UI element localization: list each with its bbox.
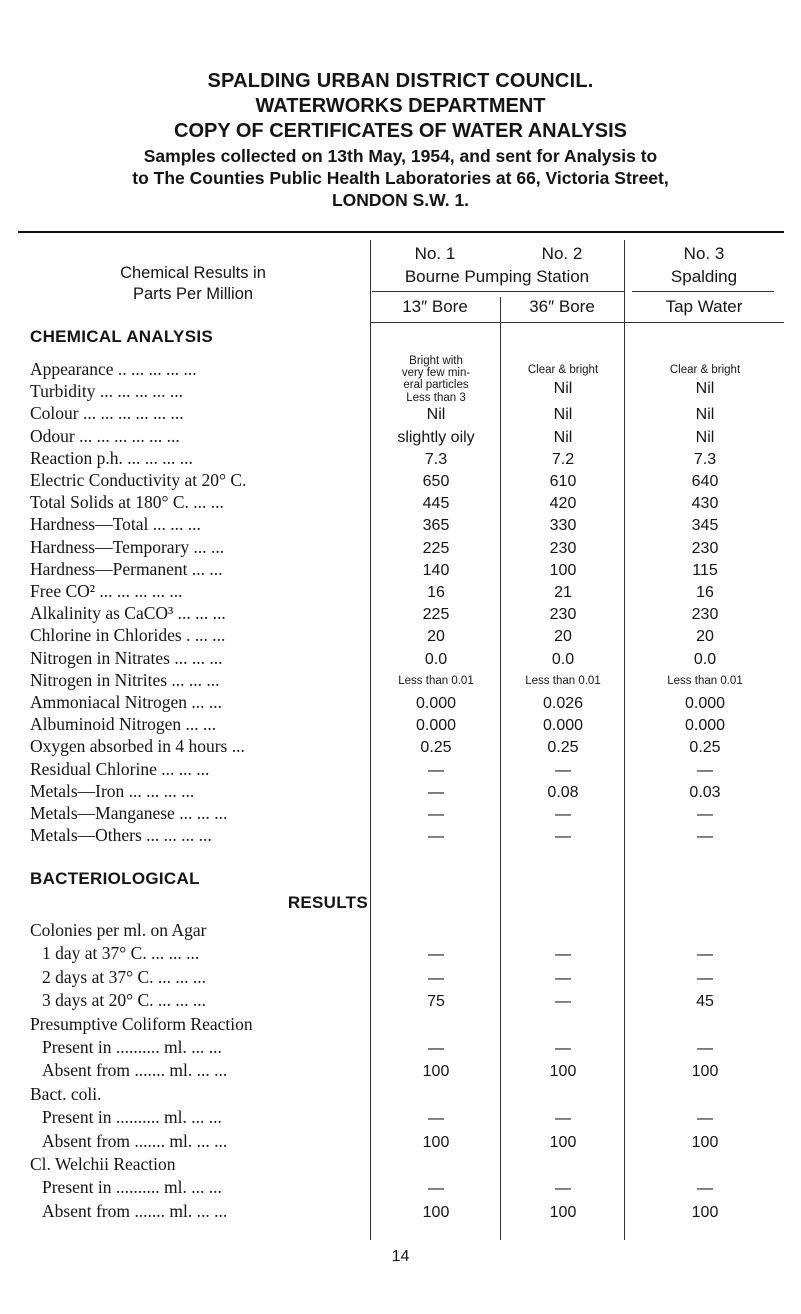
bact-value-v1: —: [428, 946, 444, 964]
bact-value-v2: 100: [549, 1133, 577, 1151]
group-spalding: Spalding: [670, 267, 738, 286]
chem-value-v3: —: [697, 761, 713, 779]
bact-row-label: Presumptive Coliform Reaction: [30, 1013, 253, 1034]
chem-value-v3: 16: [696, 584, 714, 601]
chem-row-label: Nitrogen in Nitrites ... ... ...: [30, 669, 220, 690]
bact-row-label: Present in .......... ml. ... ...: [42, 1037, 222, 1057]
corner-label-1: Chemical Results in: [120, 264, 266, 282]
chem-row-label: Colour ... ... ... ... ... ...: [30, 403, 184, 424]
chem-value-v1: —: [428, 761, 444, 779]
chem-value-v2: Less than 0.01: [525, 674, 601, 687]
chem-value-v3: —: [697, 806, 713, 823]
bact-value-v2: —: [555, 1040, 571, 1057]
chem-value-v1: slightly oily: [397, 428, 475, 446]
col2-left-line: [500, 297, 501, 1240]
bact-row-label: 2 days at 37° C. ... ... ...: [42, 966, 207, 987]
table-top-rule: [18, 231, 784, 233]
bact-row-label: Absent from ....... ml. ... ...: [42, 1060, 228, 1081]
bact-value-v1: 100: [422, 1063, 450, 1081]
chem-row-label: Metals—Iron ... ... ... ...: [30, 780, 195, 801]
chem-value-v1: 16: [427, 584, 445, 601]
bact-value-v2: 100: [549, 1203, 577, 1221]
chem-row-label: Total Solids at 180° C. ... ...: [30, 492, 224, 513]
intro-line-2: to The Counties Public Health Laboratories at 66, Victoria Street,: [132, 168, 669, 188]
chem-row-label: Hardness—Temporary ... ...: [30, 536, 225, 557]
page-number: 14: [391, 1248, 410, 1265]
chem-value-v2: 230: [549, 606, 577, 624]
chem-value-v2: 0.08: [547, 783, 579, 801]
bact-value-v2: 100: [549, 1063, 577, 1081]
col2-subheading: 36″ Bore: [529, 297, 595, 316]
chem-value-v2: Nil: [553, 406, 573, 424]
chem-value-v1: 650: [422, 473, 450, 490]
chem-value-v2: 420: [549, 495, 577, 513]
chem-value-v3: Clear & bright: [669, 364, 741, 376]
bact-value-v2: —: [555, 993, 571, 1011]
bact-value-v3: 100: [691, 1063, 719, 1081]
bact-row-label: Absent from ....... ml. ... ...: [42, 1130, 228, 1151]
bact-value-v1: —: [428, 1040, 444, 1057]
chem-value-v2: 0.25: [547, 739, 579, 757]
chem-value-v3: 7.3: [693, 450, 717, 468]
department-heading: WATERWORKS DEPARTMENT: [255, 95, 546, 117]
bact-row-label: 1 day at 37° C. ... ... ...: [42, 943, 200, 964]
chem-value-v1: 445: [422, 495, 450, 513]
appearance-col1-l3: eral particles: [403, 379, 469, 391]
bact-value-v3: 100: [691, 1133, 719, 1151]
chem-row-label: Turbidity ... ... ... ... ...: [30, 381, 183, 402]
bact-value-v2: —: [555, 1110, 571, 1128]
intro-line-3: LONDON S.W. 1.: [331, 190, 470, 210]
chem-value-v1: Nil: [426, 406, 446, 424]
bact-value-v3: —: [697, 1110, 713, 1128]
chem-value-v1: 0.000: [415, 717, 457, 735]
chem-value-v3: 640: [691, 473, 719, 490]
chem-row-label: Odour ... ... ... ... ... ...: [30, 425, 180, 446]
chem-value-v1: 20: [427, 628, 445, 646]
chem-value-v2: Clear & bright: [527, 364, 599, 376]
bact-value-v3: —: [697, 969, 713, 987]
chem-value-v2: 0.0: [551, 650, 575, 668]
chem-value-v1: —: [428, 828, 444, 846]
chem-row-label: Oxygen absorbed in 4 hours ...: [30, 736, 245, 757]
intro-line-1: Samples collected on 13th May, 1954, and sent for Analysis to: [143, 146, 658, 166]
chem-row-label: Reaction p.h. ... ... ... ...: [30, 447, 193, 468]
col3-left-line: [624, 240, 625, 1240]
col1-number: No. 1: [414, 244, 456, 263]
chem-value-v2: 0.026: [542, 695, 584, 712]
bact-value-v1: —: [428, 1180, 444, 1198]
chem-value-v2: —: [555, 761, 571, 779]
col1-subheading: 13″ Bore: [402, 297, 468, 316]
chem-value-v1: 0.0: [424, 650, 448, 668]
bact-value-v1: 100: [422, 1203, 450, 1221]
council-heading: SPALDING URBAN DISTRICT COUNCIL.: [207, 70, 594, 92]
bact-value-v2: —: [555, 946, 571, 964]
section-bacteriological-results: RESULTS: [287, 893, 368, 912]
chem-row-label: Alkalinity as CaCO³ ... ... ...: [30, 603, 226, 624]
chem-row-label: Hardness—Total ... ... ...: [30, 514, 201, 535]
chem-value-v1: Less than 0.01: [398, 674, 474, 687]
chem-row-label: Chlorine in Chlorides . ... ...: [30, 625, 226, 646]
chem-value-v3: —: [697, 828, 713, 846]
chem-value-v2: Nil: [553, 380, 573, 398]
chem-value-v2: —: [555, 828, 571, 846]
bact-row-label: Bact. coli.: [30, 1083, 102, 1104]
bact-row-label: Present in .......... ml. ... ...: [42, 1177, 222, 1198]
chem-value-v1: —: [428, 806, 444, 823]
col1-left-line: [370, 240, 371, 1240]
chem-value-v3: 0.000: [684, 695, 726, 712]
bact-value-v1: 75: [427, 993, 445, 1011]
chem-value-v3: Nil: [695, 406, 715, 424]
chem-value-v3: 115: [692, 561, 718, 579]
bact-row-label: 3 days at 20° C. ... ... ...: [42, 990, 207, 1011]
chem-value-v2: 610: [549, 473, 577, 490]
chem-row-label: Metals—Manganese ... ... ...: [30, 803, 228, 823]
chem-value-v3: 430: [691, 495, 719, 513]
bact-value-v1: —: [428, 969, 444, 987]
chem-row-label: Hardness—Permanent ... ...: [30, 558, 223, 579]
bact-value-v1: —: [428, 1110, 444, 1128]
bact-value-v3: —: [697, 946, 713, 964]
chem-value-v1: 7.3: [424, 450, 448, 468]
chem-value-v3: Less than 0.01: [667, 674, 743, 687]
bact-value-v2: —: [555, 1180, 571, 1198]
chem-value-v2: 330: [549, 517, 577, 535]
corner-label-2: Parts Per Million: [132, 285, 254, 303]
chem-value-v2: Nil: [553, 428, 573, 446]
chem-value-v2: 230: [549, 539, 577, 557]
chem-value-v2: 21: [554, 584, 572, 601]
chem-value-v1: 140: [422, 561, 450, 579]
chem-value-v1: 225: [422, 606, 450, 624]
chem-row-label: Appearance .. ... ... ... ...: [30, 359, 197, 379]
col3-number: No. 3: [683, 244, 725, 263]
document-title: COPY OF CERTIFICATES OF WATER ANALYSIS: [174, 120, 627, 142]
chem-row-label: Metals—Others ... ... ... ...: [30, 825, 212, 846]
bact-value-v3: 100: [691, 1203, 719, 1221]
chem-value-v2: 7.2: [551, 450, 575, 468]
chem-value-v3: 345: [691, 517, 719, 535]
chem-value-v1: 0.25: [420, 739, 452, 757]
chem-row-label: Electric Conductivity at 20° C.: [30, 470, 247, 490]
chem-value-v3: 0.000: [684, 717, 726, 735]
chem-value-v1: 225: [422, 539, 450, 557]
bact-row-label: Absent from ....... ml. ... ...: [42, 1200, 228, 1221]
turbidity-col1: Less than 3: [406, 392, 466, 404]
bact-value-v3: —: [697, 1180, 713, 1198]
col3-subheading: Tap Water: [665, 297, 743, 316]
group-spalding-rule: [632, 291, 774, 292]
col2-number: No. 2: [541, 244, 583, 263]
bact-row-label: Colonies per ml. on Agar: [30, 920, 207, 940]
chem-row-label: Albuminoid Nitrogen ... ...: [30, 714, 217, 735]
chem-value-v2: 20: [554, 628, 572, 646]
section-bacteriological: BACTERIOLOGICAL: [30, 869, 200, 888]
bact-value-v3: 45: [696, 993, 714, 1011]
chem-value-v2: —: [555, 806, 571, 823]
chem-value-v3: 0.0: [693, 650, 717, 668]
bact-value-v2: —: [555, 969, 571, 987]
chem-row-label: Free CO² ... ... ... ... ...: [30, 581, 183, 601]
appearance-col1-l2: very few min-: [401, 367, 471, 379]
bact-row-label: Cl. Welchii Reaction: [30, 1154, 176, 1174]
bact-row-label: Present in .......... ml. ... ...: [42, 1107, 222, 1128]
bact-value-v1: 100: [422, 1133, 450, 1151]
chem-value-v1: 0.000: [415, 695, 457, 712]
section-chemical-analysis: CHEMICAL ANALYSIS: [30, 327, 213, 346]
bact-value-v3: —: [697, 1040, 713, 1057]
header-bottom-rule: [370, 322, 784, 323]
chem-row-label: Nitrogen in Nitrates ... ... ...: [30, 647, 223, 668]
chem-row-label: Residual Chlorine ... ... ...: [30, 758, 210, 779]
group-bourne: Bourne Pumping Station: [404, 267, 590, 286]
chem-value-v3: 0.25: [689, 739, 721, 757]
chem-value-v3: 230: [691, 606, 719, 624]
chem-row-label: Ammoniacal Nitrogen ... ...: [30, 692, 222, 712]
chem-value-v1: 365: [422, 517, 450, 535]
chem-value-v3: Nil: [695, 380, 715, 398]
chem-value-v3: 20: [696, 628, 714, 646]
chem-value-v2: 100: [549, 561, 577, 579]
chem-value-v3: 0.03: [689, 783, 721, 801]
group-bourne-rule: [372, 291, 624, 292]
chem-value-v1: —: [428, 783, 444, 801]
chem-value-v3: 230: [691, 539, 719, 557]
appearance-col1-l1: Bright with: [409, 355, 463, 367]
chem-value-v3: Nil: [695, 428, 715, 446]
chem-value-v2: 0.000: [542, 717, 584, 735]
